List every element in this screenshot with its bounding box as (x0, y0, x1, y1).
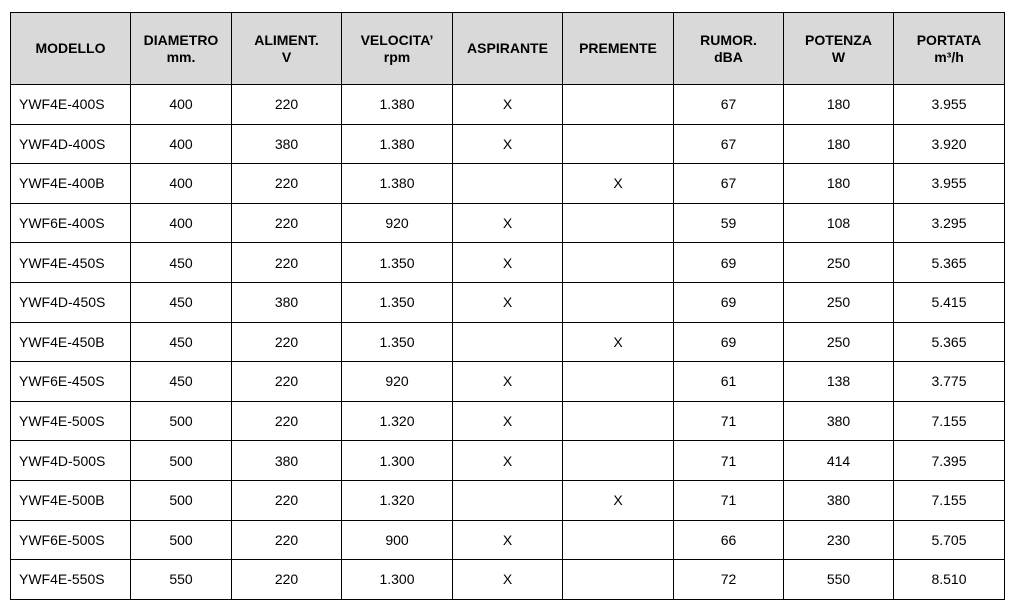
potenza-cell: 380 (784, 480, 894, 520)
aliment-cell: 220 (232, 401, 342, 441)
velocita-cell: 900 (342, 520, 453, 560)
velocita-cell: 1.380 (342, 164, 453, 204)
aliment-cell: 380 (232, 441, 342, 481)
premente-cell (563, 282, 674, 322)
potenza-cell: 550 (784, 560, 894, 600)
rumor-cell: 67 (674, 124, 784, 164)
modello-cell: YWF4E-550S (11, 560, 131, 600)
portata-cell: 7.395 (894, 441, 1005, 481)
rumor-cell: 69 (674, 322, 784, 362)
premente-cell (563, 520, 674, 560)
velocita-cell: 1.380 (342, 85, 453, 125)
rumor-cell: 67 (674, 85, 784, 125)
diametro-cell: 450 (131, 362, 232, 402)
aliment-cell: 220 (232, 322, 342, 362)
potenza-cell: 180 (784, 85, 894, 125)
aspirante-cell (453, 164, 563, 204)
table-row (11, 441, 1005, 481)
modello-cell: YWF4E-400S (11, 85, 131, 125)
table-row (11, 282, 1005, 322)
aliment-cell: 380 (232, 282, 342, 322)
header-label: DIAMETRO (143, 31, 219, 48)
header-modello (11, 13, 131, 85)
table-row (11, 362, 1005, 402)
modello-cell: YWF4D-400S (11, 124, 131, 164)
portata-cell: 5.365 (894, 243, 1005, 283)
aspirante-cell: X (453, 441, 563, 481)
aspirante-cell: X (453, 520, 563, 560)
header-portata (894, 13, 1005, 85)
portata-cell: 5.415 (894, 282, 1005, 322)
aliment-cell: 220 (232, 480, 342, 520)
modello-cell: YWF4E-400B (11, 164, 131, 204)
table-row (11, 203, 1005, 243)
aliment-cell: 220 (232, 560, 342, 600)
portata-cell: 3.955 (894, 85, 1005, 125)
header-potenza (784, 13, 894, 85)
diametro-cell: 450 (131, 282, 232, 322)
diametro-cell: 450 (131, 243, 232, 283)
aliment-cell: 220 (232, 203, 342, 243)
potenza-cell: 414 (784, 441, 894, 481)
rumor-cell: 71 (674, 480, 784, 520)
premente-cell (563, 85, 674, 125)
diametro-cell: 500 (131, 480, 232, 520)
aspirante-cell: X (453, 203, 563, 243)
premente-cell (563, 203, 674, 243)
aliment-cell: 220 (232, 85, 342, 125)
premente-cell: X (563, 322, 674, 362)
diametro-cell: 400 (131, 164, 232, 204)
potenza-cell: 180 (784, 124, 894, 164)
velocita-cell: 920 (342, 362, 453, 402)
portata-cell: 5.365 (894, 322, 1005, 362)
portata-cell: 3.955 (894, 164, 1005, 204)
premente-cell (563, 401, 674, 441)
diametro-cell: 500 (131, 401, 232, 441)
aspirante-cell: X (453, 362, 563, 402)
premente-cell: X (563, 164, 674, 204)
diametro-cell: 500 (131, 441, 232, 481)
aliment-cell: 220 (232, 243, 342, 283)
rumor-cell: 71 (674, 401, 784, 441)
velocita-cell: 1.350 (342, 282, 453, 322)
portata-cell: 8.510 (894, 560, 1005, 600)
aspirante-cell: X (453, 85, 563, 125)
modello-cell: YWF6E-450S (11, 362, 131, 402)
premente-cell (563, 243, 674, 283)
diametro-cell: 550 (131, 560, 232, 600)
potenza-cell: 180 (784, 164, 894, 204)
header-label: PREMENTE (579, 40, 657, 56)
table-row (11, 124, 1005, 164)
diametro-cell: 400 (131, 85, 232, 125)
header-rumor (674, 13, 784, 85)
header-label: RUMOR. (700, 31, 757, 48)
header-label: ALIMENT. (254, 31, 319, 48)
portata-cell: 3.920 (894, 124, 1005, 164)
table-body (11, 85, 1005, 600)
velocita-cell: 920 (342, 203, 453, 243)
aliment-cell: 220 (232, 164, 342, 204)
potenza-cell: 250 (784, 282, 894, 322)
table-row (11, 401, 1005, 441)
header-diametro (131, 13, 232, 85)
header-unit: m³/h (934, 48, 964, 65)
velocita-cell: 1.350 (342, 322, 453, 362)
potenza-cell: 250 (784, 322, 894, 362)
aspirante-cell: X (453, 243, 563, 283)
modello-cell: YWF4D-450S (11, 282, 131, 322)
velocita-cell: 1.320 (342, 401, 453, 441)
table-row (11, 164, 1005, 204)
aspirante-cell: X (453, 560, 563, 600)
header-unit: mm. (166, 48, 196, 65)
table-header (11, 13, 1005, 85)
rumor-cell: 66 (674, 520, 784, 560)
header-label: VELOCITA’ (360, 31, 434, 48)
header-unit: dBA (714, 48, 743, 65)
aspirante-cell (453, 480, 563, 520)
header-aliment (232, 13, 342, 85)
potenza-cell: 108 (784, 203, 894, 243)
aliment-cell: 380 (232, 124, 342, 164)
table-row (11, 520, 1005, 560)
rumor-cell: 69 (674, 282, 784, 322)
potenza-cell: 138 (784, 362, 894, 402)
portata-cell: 3.775 (894, 362, 1005, 402)
aliment-cell: 220 (232, 520, 342, 560)
rumor-cell: 69 (674, 243, 784, 283)
table-row (11, 322, 1005, 362)
aspirante-cell: X (453, 124, 563, 164)
potenza-cell: 230 (784, 520, 894, 560)
aspirante-cell: X (453, 401, 563, 441)
premente-cell (563, 441, 674, 481)
velocita-cell: 1.320 (342, 480, 453, 520)
header-label: ASPIRANTE (467, 40, 548, 56)
modello-cell: YWF4E-450S (11, 243, 131, 283)
rumor-cell: 71 (674, 441, 784, 481)
portata-cell: 7.155 (894, 401, 1005, 441)
header-label: MODELLO (35, 40, 106, 56)
header-label: PORTATA (916, 31, 982, 48)
table-row (11, 480, 1005, 520)
aspirante-cell: X (453, 282, 563, 322)
header-unit: V (281, 48, 292, 65)
header-premente (563, 13, 674, 85)
potenza-cell: 380 (784, 401, 894, 441)
modello-cell: YWF4E-500S (11, 401, 131, 441)
velocita-cell: 1.350 (342, 243, 453, 283)
diametro-cell: 400 (131, 124, 232, 164)
rumor-cell: 67 (674, 164, 784, 204)
portata-cell: 7.155 (894, 480, 1005, 520)
premente-cell (563, 362, 674, 402)
rumor-cell: 61 (674, 362, 784, 402)
header-unit: rpm (383, 48, 411, 65)
modello-cell: YWF4D-500S (11, 441, 131, 481)
modello-cell: YWF6E-400S (11, 203, 131, 243)
header-unit: W (831, 48, 846, 65)
velocita-cell: 1.300 (342, 560, 453, 600)
modello-cell: YWF4E-500B (11, 480, 131, 520)
velocita-cell: 1.380 (342, 124, 453, 164)
potenza-cell: 250 (784, 243, 894, 283)
premente-cell: X (563, 480, 674, 520)
modello-cell: YWF4E-450B (11, 322, 131, 362)
header-row (11, 13, 1005, 85)
table-row (11, 85, 1005, 125)
modello-cell: YWF6E-500S (11, 520, 131, 560)
aspirante-cell (453, 322, 563, 362)
table-row (11, 243, 1005, 283)
diametro-cell: 450 (131, 322, 232, 362)
diametro-cell: 400 (131, 203, 232, 243)
premente-cell (563, 124, 674, 164)
premente-cell (563, 560, 674, 600)
portata-cell: 5.705 (894, 520, 1005, 560)
rumor-cell: 72 (674, 560, 784, 600)
fan-spec-table (10, 12, 1005, 600)
header-label: POTENZA (805, 31, 872, 48)
table-row (11, 560, 1005, 600)
velocita-cell: 1.300 (342, 441, 453, 481)
rumor-cell: 59 (674, 203, 784, 243)
header-aspirante (453, 13, 563, 85)
portata-cell: 3.295 (894, 203, 1005, 243)
header-velocita (342, 13, 453, 85)
aliment-cell: 220 (232, 362, 342, 402)
diametro-cell: 500 (131, 520, 232, 560)
